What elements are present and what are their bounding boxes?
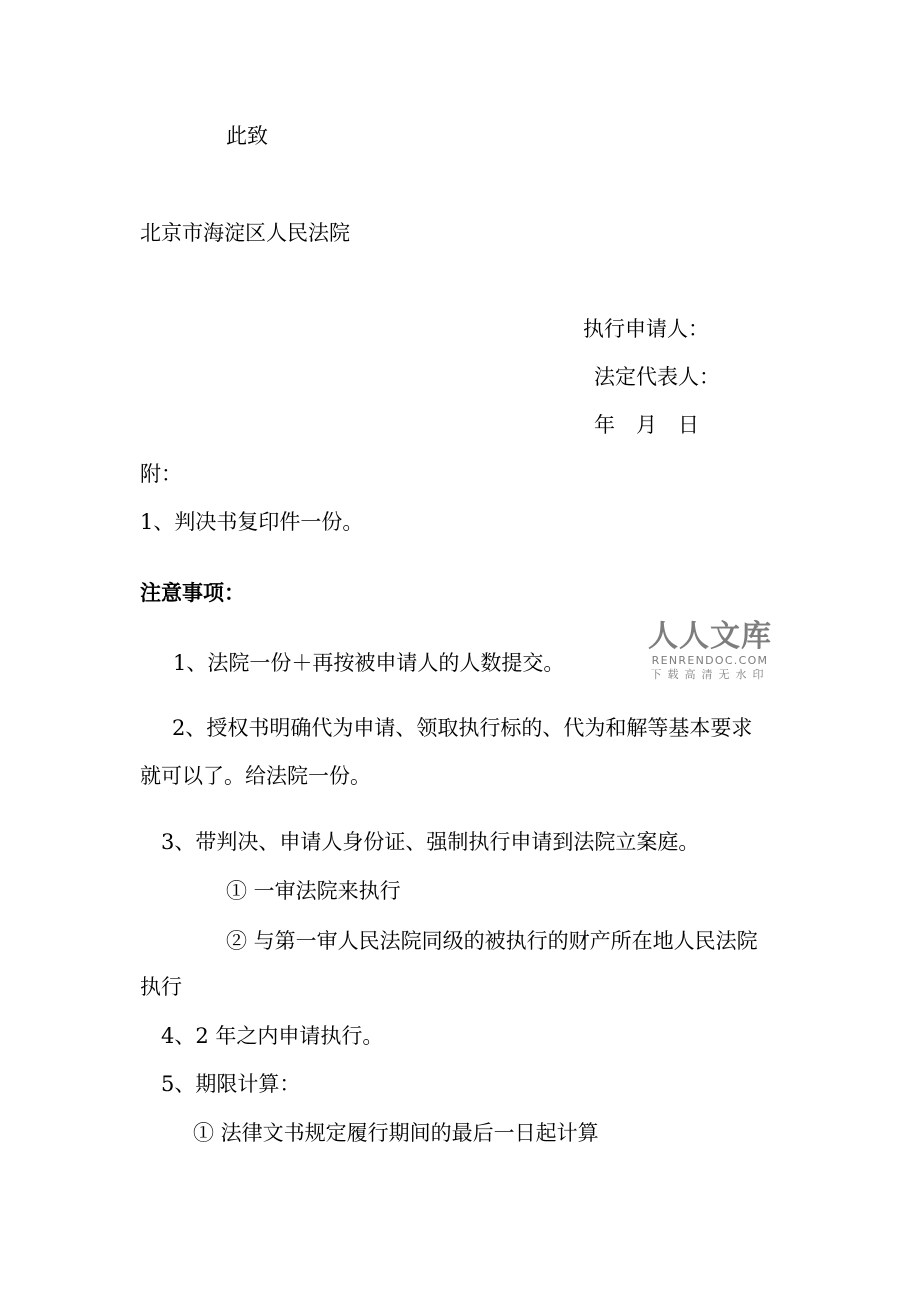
note-item-3-sub-1: ① 一审法院来执行	[226, 879, 401, 903]
watermark-domain: RENRENDOC.COM	[651, 654, 769, 667]
watermark-title: 人人文库	[648, 619, 772, 654]
watermark-logo	[646, 620, 774, 682]
applicant-signature-label: 执行申请人：	[583, 317, 709, 341]
note-item-5: 5、期限计算：	[161, 1072, 301, 1096]
note-item-2-line-1: 2、授权书明确代为申请、领取执行标的、代为和解等基本要求	[172, 716, 753, 740]
note-item-2-line-2: 就可以了。给法院一份。	[140, 764, 371, 788]
notes-heading: 注意事项：	[140, 580, 245, 605]
note-item-3: 3、带判决、申请人身份证、强制执行申请到法院立案庭。	[161, 830, 700, 854]
date-label: 年 月 日	[594, 413, 699, 437]
salutation: 此致	[226, 124, 268, 148]
note-item-4: 4、2 年之内申请执行。	[161, 1024, 384, 1048]
note-item-1: 1、法院一份＋再按被申请人的人数提交。	[173, 651, 565, 675]
watermark-slogan: 下载高清无水印	[650, 668, 770, 681]
attachments-heading: 附：	[140, 462, 182, 486]
legal-representative-label: 法定代表人：	[594, 365, 720, 389]
note-item-3-sub-2-line-1: ② 与第一审人民法院同级的被执行的财产所在地人民法院	[226, 929, 758, 953]
note-item-3-sub-2-line-2: 执行	[140, 975, 182, 999]
note-item-5-sub-1: ① 法律文书规定履行期间的最后一日起计算	[193, 1121, 599, 1145]
attachment-item-1: 1、判决书复印件一份。	[140, 510, 364, 534]
recipient-court: 北京市海淀区人民法院	[140, 221, 350, 245]
